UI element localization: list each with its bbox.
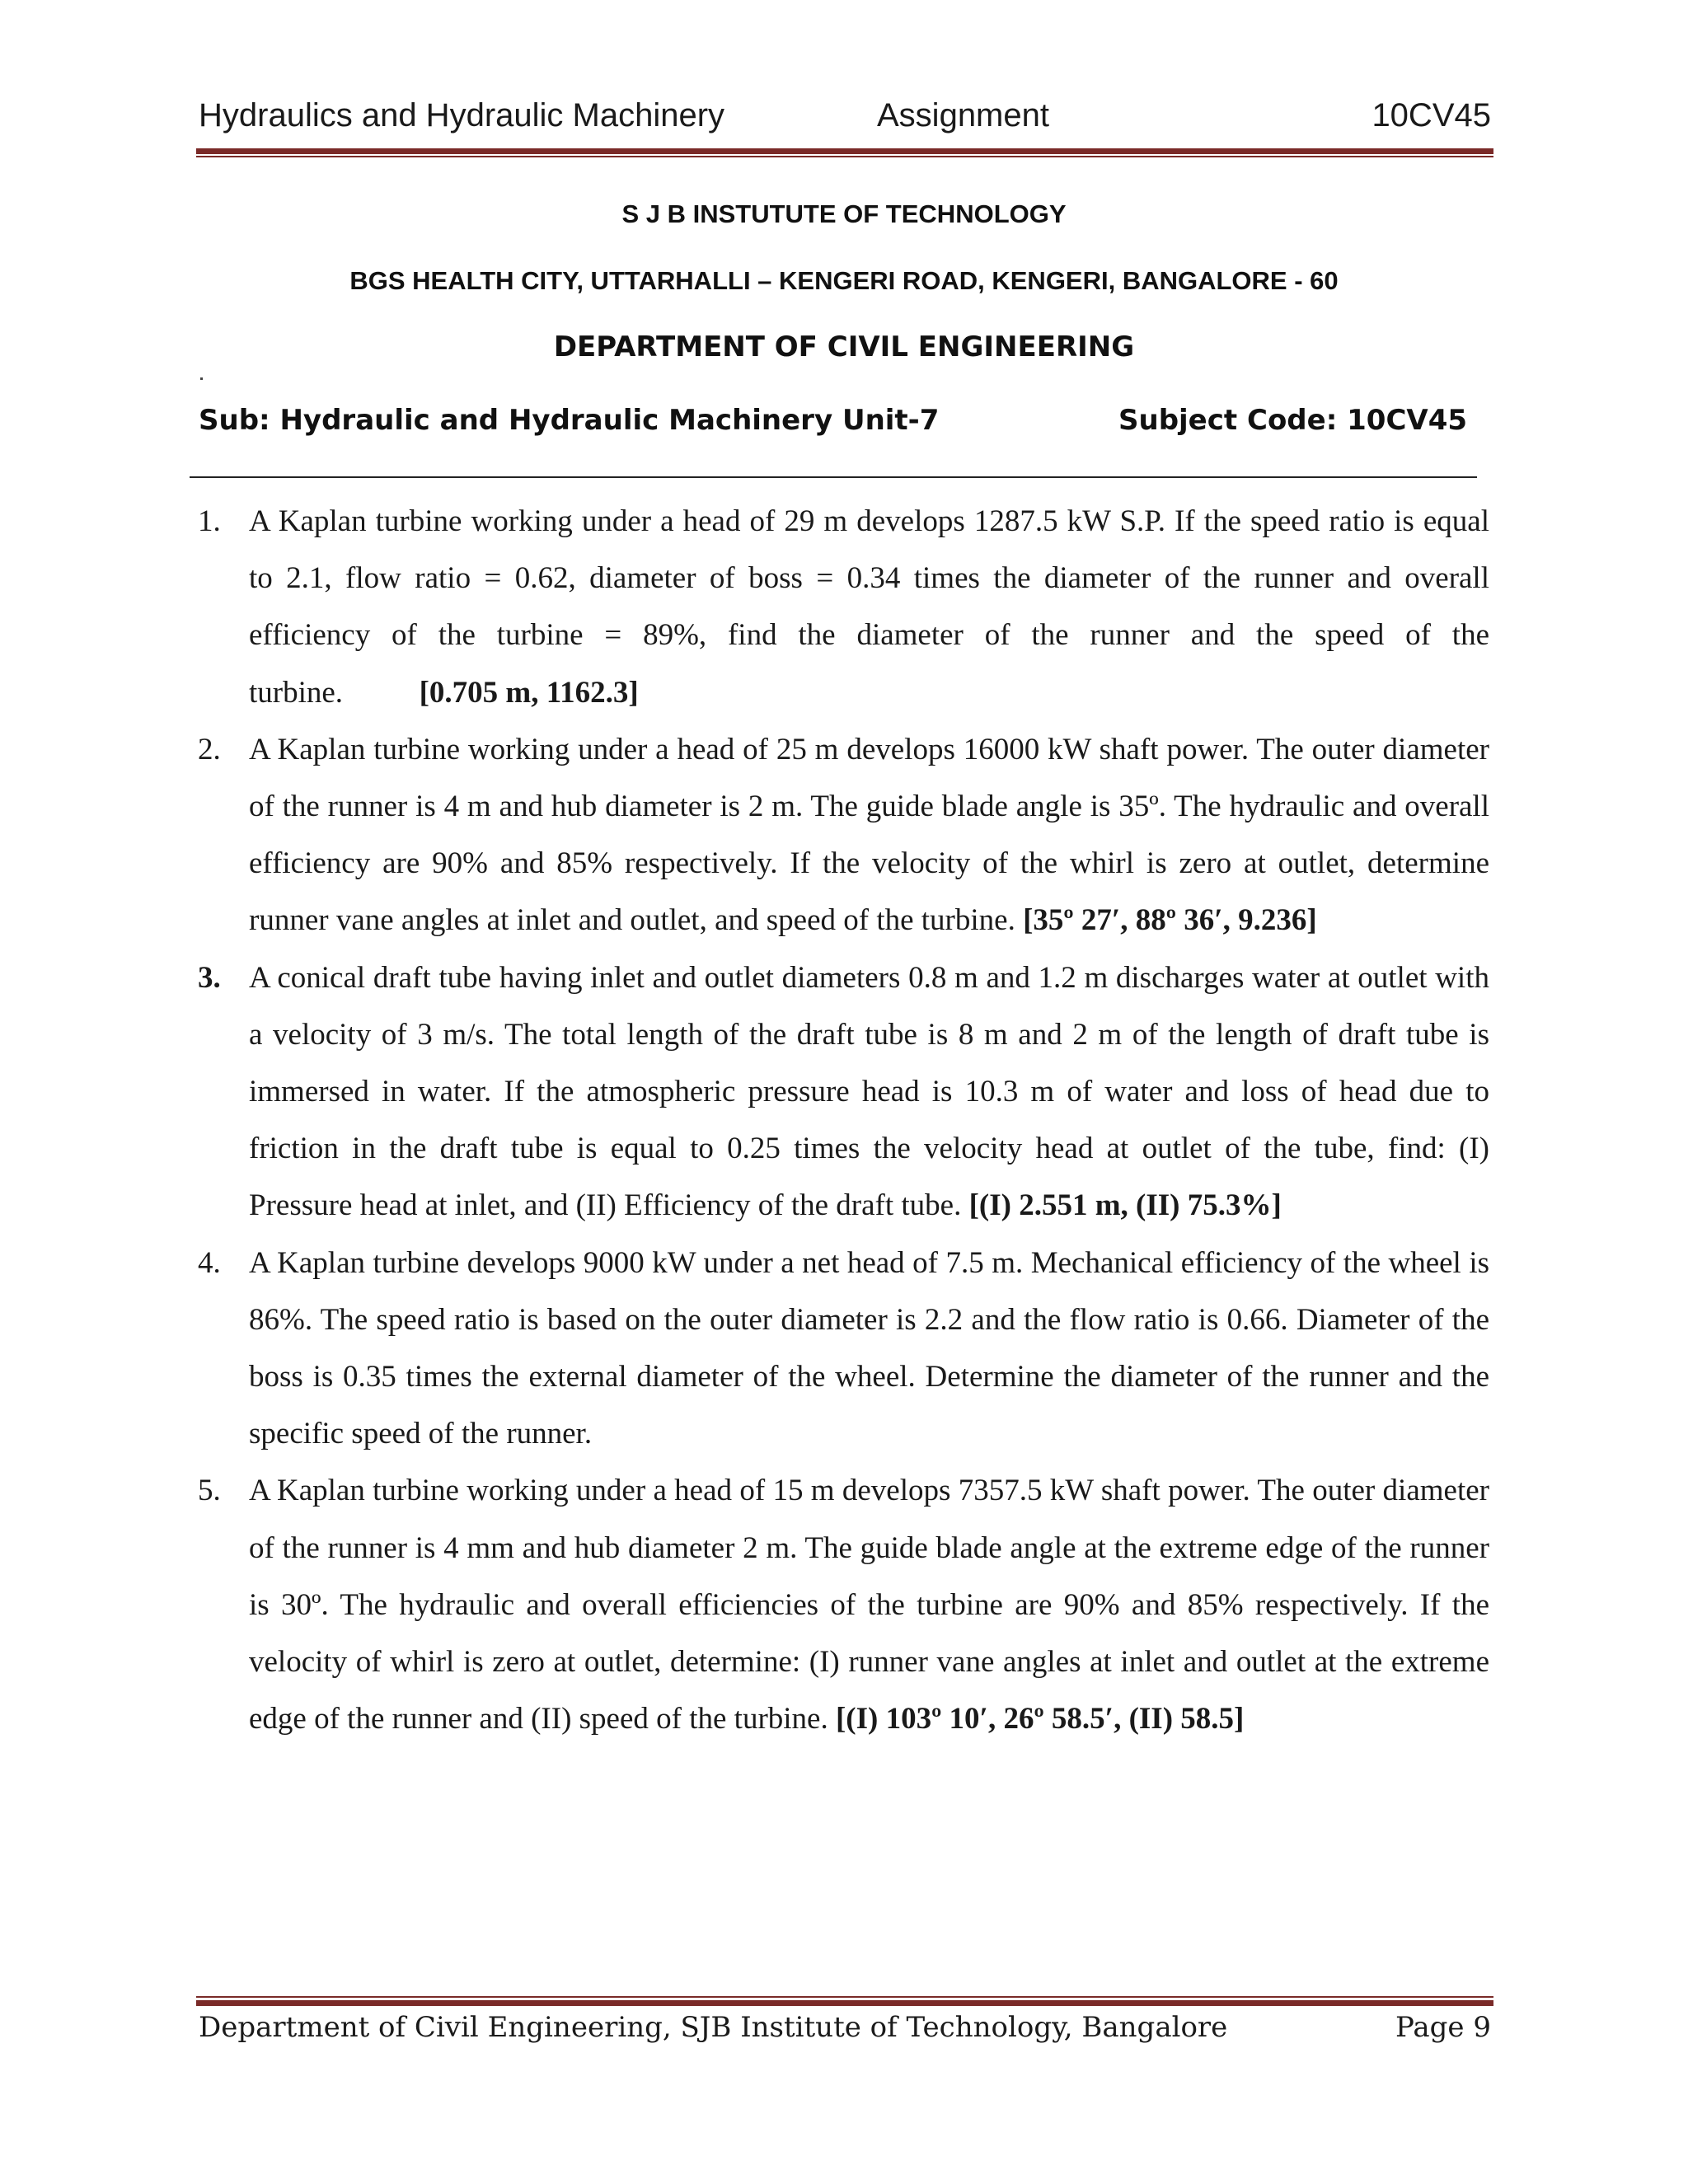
question-text: A Kaplan turbine working under a head of 15 m develops 7357.5 kW shaft power. The outer diameter of the runner is 4 mm and hub diameter 2 m. The guide blade angle at the extreme edge of the runner is 30º. The hydraulic and overall efficiencies of the turbine are 90% and 85% respectively. If the velocity of whirl is zero at outlet, determine: (I) runner vane angles at inlet and outlet at the extreme edge of the runner and (II) speed of the turbine. <box>249 1474 1489 1736</box>
subject-title: Sub: Hydraulic and Hydraulic Machinery Unit-7 <box>199 404 940 437</box>
question-number: 5. <box>198 1474 221 1508</box>
subject-code: Subject Code: 10CV45 <box>1118 404 1468 437</box>
department-title: DEPARTMENT OF CIVIL ENGINEERING <box>553 330 1135 363</box>
question-item <box>0 949 1489 1235</box>
question-number: 2. <box>198 732 221 766</box>
page-number: Page 9 <box>1395 2011 1491 2044</box>
institute-address: BGS HEALTH CITY, UTTARHALLI – KENGERI ROAD, KENGERI, BANGALORE - 60 <box>349 266 1339 295</box>
footer-rule-thick <box>196 2000 1493 2006</box>
question-number: 1. <box>198 504 221 538</box>
question-text: A Kaplan turbine working under a head of 25 m develops 16000 kW shaft power. The outer diameter of the runner is 4 m and hub diameter is 2 m. The guide blade angle is 35º. The hydraulic and overall efficiency are 90% and 85% respectively. If the velocity of the whirl is zero at outlet, determine runner vane angles at inlet and outlet, and speed of the turbine. <box>249 732 1489 938</box>
header-course-code: 10CV45 <box>1372 97 1491 134</box>
question-item <box>0 493 1489 721</box>
header-doc-type: Assignment <box>877 97 1049 134</box>
header-rule-thin <box>196 156 1493 157</box>
question-item <box>0 1235 1489 1463</box>
header-course-title: Hydraulics and Hydraulic Machinery <box>199 97 725 134</box>
question-number: 4. <box>198 1245 221 1280</box>
stray-mark <box>200 377 203 380</box>
footer-rule-thin <box>196 1996 1493 1998</box>
question-answer: [35º 27′, 88º 36′, 9.236] <box>1023 903 1317 938</box>
question-list <box>0 493 1489 1747</box>
institute-name: S J B INSTUTUTE OF TECHNOLOGY <box>621 199 1067 228</box>
subject-rule <box>190 476 1477 478</box>
footer-institution: Department of Civil Engineering, SJB Institute of Technology, Bangalore <box>199 2011 1228 2044</box>
question-answer: [(I) 103º 10′, 26º 58.5′, (II) 58.5] <box>835 1702 1245 1736</box>
running-header <box>199 97 1491 147</box>
question-text: A Kaplan turbine working under a head of 29 m develops 1287.5 kW S.P. If the speed ratio is equal to 2.1, flow ratio = 0.62, diameter of boss = 0.34 times the diameter of the runner and overall efficiency of the turbine = 89%, find the diameter of the runner and the speed of the turbine. <box>249 504 1489 710</box>
page-footer <box>199 2011 1491 2052</box>
question-item <box>0 721 1489 949</box>
question-number: 3. <box>198 960 221 995</box>
question-text: A Kaplan turbine develops 9000 kW under a net head of 7.5 m. Mechanical efficiency of the wheel is 86%. The speed ratio is based on the outer diameter is 2.2 and the flow ratio is 0.66. Diameter of the boss is 0.35 times the external diameter of the wheel. Determine the diameter of the runner and the specific speed of the runner. <box>249 1245 1489 1451</box>
question-answer: [(I) 2.551 m, (II) 75.3%] <box>968 1188 1282 1223</box>
header-rule-thick <box>196 148 1493 154</box>
question-item <box>0 1462 1489 1747</box>
question-answer: [0.705 m, 1162.3] <box>419 675 639 710</box>
question-text: A conical draft tube having inlet and outlet diameters 0.8 m and 1.2 m discharges water at outlet with a velocity of 3 m/s. The total length of the draft tube is 8 m and 2 m of the length of draft tube is immersed in water. If the atmospheric pressure head is 10.3 m of water and loss of head due to friction in the draft tube is equal to 0.25 times the velocity head at outlet of the tube, find: (I) Pressure head at inlet, and (II) Efficiency of the draft tube. <box>249 960 1489 1223</box>
